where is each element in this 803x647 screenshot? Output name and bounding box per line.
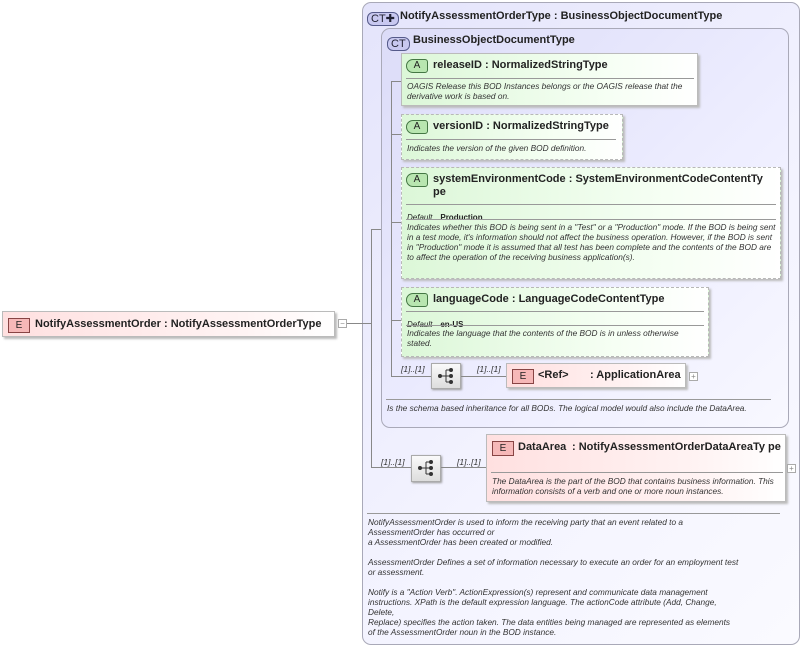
attribute-system-environment-code[interactable] xyxy=(401,167,781,279)
attribute-doc: Indicates the version of the given BOD definition. xyxy=(407,143,587,153)
attribute-name: systemEnvironmentCode : SystemEnvironmentCodeContentTy pe xyxy=(433,173,763,198)
complex-type-documentation xyxy=(368,517,788,637)
attribute-release-id[interactable] xyxy=(401,53,698,106)
doc-line: instructions. XPath is the default expression language. The actionCode attribute (Add, Change, xyxy=(368,597,717,607)
attribute-icon: A xyxy=(406,59,428,73)
doc-line: a AssessmentOrder has been created or modified. xyxy=(368,537,554,547)
cardinality-label: [1]..[1] xyxy=(381,457,405,467)
complex-type-title: NotifyAssessmentOrderType : BusinessObjectDocumentType xyxy=(400,10,723,22)
doc-line xyxy=(368,577,788,587)
element-icon: E xyxy=(512,369,534,384)
doc-line xyxy=(368,547,788,557)
attribute-name: versionID : NormalizedStringType xyxy=(433,120,609,132)
complex-type-extension-icon: CT✚ xyxy=(367,12,399,26)
doc-line: Replace) specifies the action taken. The data entities being managed are represented as elements xyxy=(368,617,731,627)
attribute-name: releaseID : NormalizedStringType xyxy=(433,59,608,71)
element-application-area[interactable] xyxy=(506,363,686,388)
doc-line: or assessment. xyxy=(368,567,425,577)
sequence-compositor[interactable] xyxy=(411,455,441,482)
expand-toggle[interactable]: + xyxy=(787,464,796,473)
element-icon: E xyxy=(492,441,514,456)
element-name: DataArea xyxy=(518,441,567,453)
collapse-toggle[interactable]: − xyxy=(338,319,347,328)
element-ref-type: : ApplicationArea xyxy=(590,369,681,381)
attribute-icon: A xyxy=(406,120,428,134)
root-element[interactable] xyxy=(2,311,335,337)
cardinality-label: [1]..[1] xyxy=(477,364,501,374)
attribute-icon: A xyxy=(406,173,428,187)
attribute-language-code[interactable] xyxy=(401,287,709,357)
root-element-name: NotifyAssessmentOrder : NotifyAssessmentOrderType xyxy=(35,318,322,330)
inner-type-documentation: Is the schema based inheritance for all BODs. The logical model would also include the DataArea. xyxy=(387,403,747,413)
sequence-icon xyxy=(432,364,460,388)
element-type: : NotifyAssessmentOrderDataAreaTy pe xyxy=(572,441,781,453)
doc-line: AssessmentOrder has occurred or xyxy=(368,527,495,537)
complex-type-icon: CT xyxy=(387,37,410,51)
attribute-doc: Indicates whether this BOD is being sent in a "Test" or a "Production" mode. If the BOD is being sent in a test mode, it's information should not affect the business operation. However, if the BOD is sent in "Production" mode it is assumed that all test has been complete and the contents of the BOD are to affect the operation of the receiving business application(s). xyxy=(407,222,776,262)
doc-line: NotifyAssessmentOrder is used to inform the receiving party that an event related to a xyxy=(368,517,683,527)
doc-line: Notify is a "Action Verb". ActionExpression(s) represent and communicate data management xyxy=(368,587,708,597)
doc-line: Delete, xyxy=(368,607,395,617)
sequence-icon xyxy=(412,456,440,481)
doc-line: of the AssessmentOrder noun in the BOD instance. xyxy=(368,627,557,637)
attribute-version-id[interactable] xyxy=(401,114,623,160)
default-value-row: Default en-US xyxy=(407,320,464,329)
element-ref-name: <Ref> xyxy=(538,369,569,381)
element-doc: The DataArea is the part of the BOD that contains business information. This information consists of a verb and one or more noun instances. xyxy=(492,476,774,496)
doc-line: AssessmentOrder Defines a set of information necessary to execute an order for an employment test xyxy=(368,557,739,567)
attribute-name: languageCode : LanguageCodeContentType xyxy=(433,293,665,305)
cardinality-label: [1]..[1] xyxy=(457,457,481,467)
attribute-icon: A xyxy=(406,293,428,307)
attribute-doc: Indicates the language that the contents of the BOD is in unless otherwise stated. xyxy=(407,328,679,348)
element-data-area[interactable] xyxy=(486,434,786,502)
inner-type-title: BusinessObjectDocumentType xyxy=(413,34,575,46)
default-value-row: Default Production xyxy=(407,213,483,222)
cardinality-label: [1]..[1] xyxy=(401,364,425,374)
attribute-doc: OAGIS Release this BOD Instances belongs or the OAGIS release that the derivative work is based on. xyxy=(407,81,683,101)
expand-toggle[interactable]: + xyxy=(689,372,698,381)
sequence-compositor[interactable] xyxy=(431,363,461,389)
element-icon: E xyxy=(8,318,30,333)
